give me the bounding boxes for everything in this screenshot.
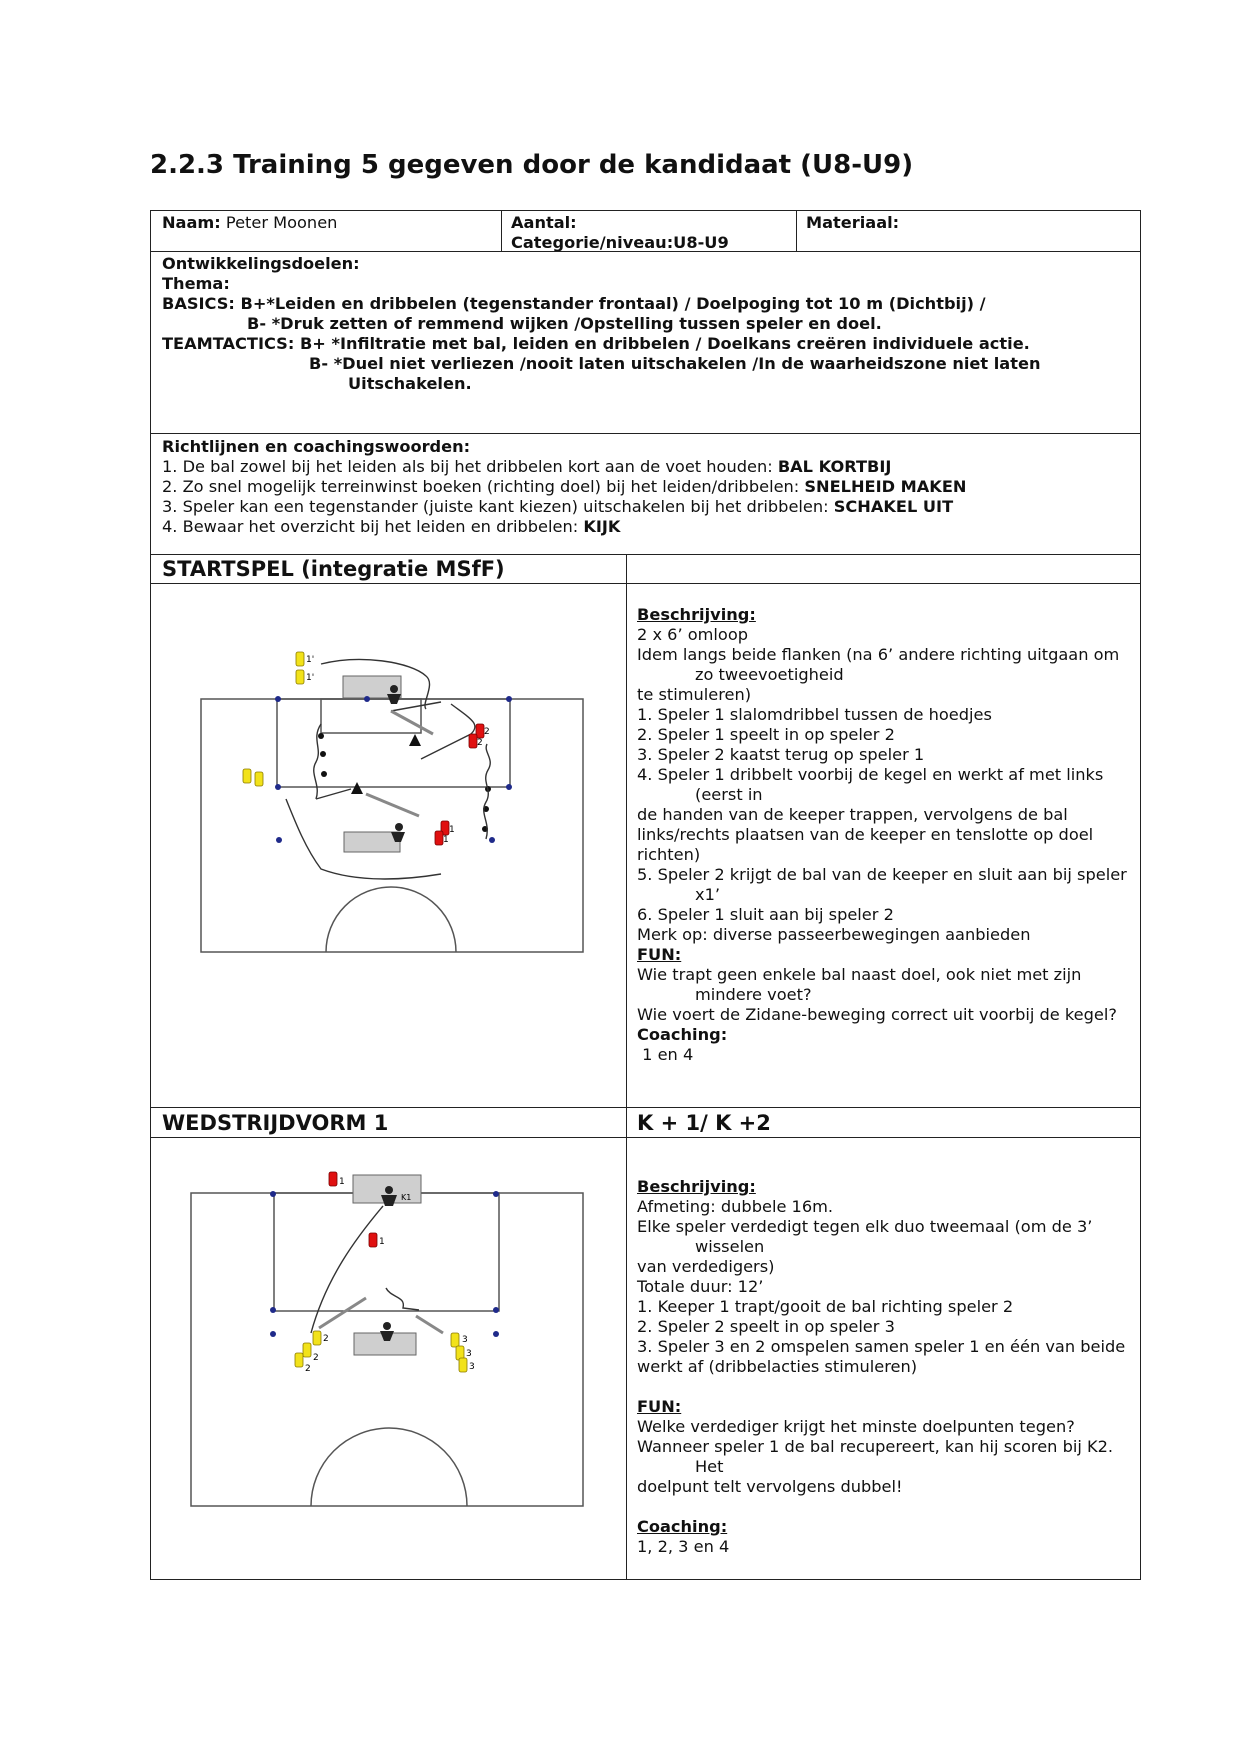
startspel-line: x1’	[695, 885, 721, 904]
player-label: 2	[313, 1353, 319, 1363]
wedstrijd-line: 1. Keeper 1 trapt/gooit de bal richting speler 2	[637, 1297, 1014, 1316]
pass-path-left	[316, 789, 351, 799]
penalty-box	[274, 1193, 499, 1311]
guideline-item: 2. Zo snel mogelijk terreinwinst boeken (richting doel) bij het leiden/dribbelen: SNELHEID MAKEN	[162, 477, 967, 496]
wedstrijd-line: Afmeting: dubbele 16m.	[637, 1197, 834, 1216]
wedstrijd-line: wisselen	[695, 1237, 765, 1256]
wedstrijd-desc-label: Beschrijving:	[637, 1177, 756, 1196]
goals-line: TEAMTACTICS: B+ *Infiltratie met bal, leiden en dribbelen / Doelkans creëren individuele actie.	[162, 334, 1030, 353]
startspel-desc-label: Beschrijving:	[637, 605, 756, 624]
wedstrijd-line: 3. Speler 3 en 2 omspelen samen speler 1 en één van beide	[637, 1337, 1126, 1356]
materiaal-cell	[796, 210, 1141, 252]
startspel-line: 2. Speler 1 speelt in op speler 2	[637, 725, 895, 744]
player-label: 1	[379, 1237, 385, 1247]
wedstrijd-line: 2. Speler 2 speelt in op speler 3	[637, 1317, 895, 1336]
startspel-line: (eerst in	[695, 785, 763, 804]
startspel-line: de handen van de keeper trappen, vervolgens de bal	[637, 805, 1068, 824]
run-path-right	[451, 704, 475, 734]
center-circle	[326, 887, 456, 952]
name-cell	[150, 210, 502, 252]
guideline-item: 3. Speler kan een tegenstander (juiste kant kiezen) uitschakelen bij het dribbelen: SCHAKEL UIT	[162, 497, 954, 516]
wedstrijd-line: Totale duur: 12’	[637, 1277, 764, 1296]
startspel-diagram-cell	[150, 583, 627, 1108]
aantal-cell	[501, 210, 797, 252]
name-value: Peter Moonen	[225, 213, 338, 232]
startspel-line: richten)	[637, 845, 701, 864]
startspel-fun-line: mindere voet?	[695, 985, 812, 1004]
goals-line: B- *Druk zetten of remmend wijken /Opstelling tussen speler en doel.	[247, 314, 882, 333]
categorie-label: Categorie/niveau:U8-U9	[511, 233, 729, 252]
goals-cell	[150, 251, 1141, 434]
startspel-heading: STARTSPEL (integratie MSfF)	[162, 557, 505, 581]
wedstrijd-fun-line: doelpunt telt vervolgens dubbel!	[637, 1477, 903, 1496]
wedstrijd-right-heading: K + 1/ K +2	[637, 1111, 771, 1135]
startspel-line: te stimuleren)	[637, 685, 752, 704]
player-label: 1'	[306, 673, 315, 683]
startspel-fun-label: FUN:	[637, 945, 682, 964]
wedstrijd-fun-line: Welke verdediger krijgt het minste doelpunten tegen?	[637, 1417, 1075, 1436]
slalom-dots	[318, 733, 491, 832]
cone-icon-middle	[351, 782, 363, 794]
center-circle	[311, 1428, 467, 1506]
startspel-line: 6. Speler 1 sluit aan bij speler 2	[637, 905, 894, 924]
yellow-player-icon	[243, 652, 304, 786]
wedstrijd-fun-line: Het	[695, 1457, 724, 1476]
startspel-coaching-label: Coaching:	[637, 1025, 728, 1044]
player-label: 1	[443, 835, 449, 845]
goals-line: B- *Duel niet verliezen /nooit laten uitschakelen /In de waarheidszone niet laten	[309, 354, 1041, 373]
shot-path-middle	[366, 794, 419, 816]
startspel-fun-line: Wie trapt geen enkele bal naast doel, ook niet met zijn	[637, 965, 1082, 984]
goals-line: Ontwikkelingsdoelen:	[162, 254, 360, 273]
shot-path	[416, 1316, 443, 1333]
startspel-line: Idem langs beide flanken (na 6’ andere richting uitgaan om	[637, 645, 1120, 664]
wedstrijd-heading-cell	[150, 1107, 627, 1138]
startspel-coaching-value: 1 en 4	[637, 1045, 694, 1064]
startspel-line: 1. Speler 1 slalomdribbel tussen de hoedjes	[637, 705, 992, 724]
wedstrijd-right-heading-cell	[626, 1107, 1141, 1138]
guideline-item: 4. Bewaar het overzicht bij het leiden en dribbelen: KIJK	[162, 517, 621, 536]
player-label: 2	[484, 727, 490, 737]
startspel-line: 3. Speler 2 kaatst terug op speler 1	[637, 745, 925, 764]
wedstrijd-coaching-label: Coaching:	[637, 1517, 728, 1536]
name-label: Naam:	[162, 213, 221, 232]
player-label: 1	[449, 825, 455, 835]
wedstrijd-line: Elke speler verdedigt tegen elk duo tweemaal (om de 3’	[637, 1217, 1093, 1236]
startspel-diagram	[151, 584, 626, 1107]
pass-path-right	[421, 734, 471, 759]
field-outline	[201, 699, 583, 952]
startspel-fun-line: Wie voert de Zidane-beweging correct uit voorbij de kegel?	[637, 1005, 1117, 1024]
materiaal-label: Materiaal:	[806, 213, 900, 232]
guideline-item: 1. De bal zowel bij het leiden als bij het dribbelen kort aan de voet houden: BAL KORTBIJ	[162, 457, 892, 476]
startspel-right-heading-cell	[626, 554, 1141, 584]
startspel-line: 5. Speler 2 krijgt de bal van de keeper en sluit aan bij speler	[637, 865, 1127, 884]
wedstrijd-fun-line: Wanneer speler 1 de bal recupereert, kan hij scoren bij K2.	[637, 1437, 1114, 1456]
wedstrijd-diagram-cell	[150, 1137, 627, 1580]
goal-box	[321, 699, 421, 733]
startspel-text-cell	[626, 583, 1141, 1108]
wedstrijd-diagram	[151, 1138, 626, 1579]
startspel-line: 2 x 6’ omloop	[637, 625, 749, 644]
player-label: 2	[477, 738, 483, 748]
startspel-line: Merk op: diverse passeerbewegingen aanbieden	[637, 925, 1031, 944]
startspel-heading-cell	[150, 554, 627, 584]
wedstrijd-fun-label: FUN:	[637, 1397, 682, 1416]
player-label: 3	[469, 1362, 475, 1372]
keeper-label: K1	[401, 1193, 412, 1202]
startspel-line: links/rechts plaatsen van de keeper en tenslotte op doel	[637, 825, 1094, 844]
throw-path	[311, 1206, 383, 1333]
player-label: 2	[305, 1364, 311, 1374]
pass-path-top	[391, 702, 441, 711]
cone-markers	[275, 696, 512, 843]
guidelines-heading: Richtlijnen en coachingswoorden:	[162, 437, 471, 456]
goals-line: Thema:	[162, 274, 230, 293]
player-label: 1'	[306, 655, 315, 665]
goals-line: BASICS: B+*Leiden en dribbelen (tegenstander frontaal) / Doelpoging tot 10 m (Dichtbij) /	[162, 294, 986, 313]
guidelines-cell	[150, 433, 1141, 555]
player-label: 2	[323, 1334, 329, 1344]
run-path	[386, 1288, 419, 1310]
wedstrijd-line: werkt af (dribbelacties stimuleren)	[637, 1357, 918, 1376]
wedstrijd-heading: WEDSTRIJDVORM 1	[162, 1111, 389, 1135]
startspel-line: 4. Speler 1 dribbelt voorbij de kegel en werkt af met links	[637, 765, 1104, 784]
wedstrijd-line: van verdedigers)	[637, 1257, 775, 1276]
page-title: 2.2.3 Training 5 gegeven door de kandidaat (U8-U9)	[150, 150, 914, 180]
player-label: 1	[339, 1177, 345, 1187]
wedstrijd-text-cell	[626, 1137, 1141, 1580]
goals-line: Uitschakelen.	[348, 374, 472, 393]
goal-net-middle	[344, 832, 400, 852]
player-label: 3	[462, 1335, 468, 1345]
cone-markers	[270, 1191, 499, 1337]
player-label: 3	[466, 1349, 472, 1359]
wedstrijd-coaching-value: 1, 2, 3 en 4	[637, 1537, 730, 1556]
startspel-line: zo tweevoetigheid	[695, 665, 844, 684]
cone-icon-top	[409, 734, 421, 746]
aantal-label: Aantal:	[511, 213, 577, 232]
shot-path-top	[391, 711, 433, 734]
pass-path	[319, 1298, 366, 1328]
